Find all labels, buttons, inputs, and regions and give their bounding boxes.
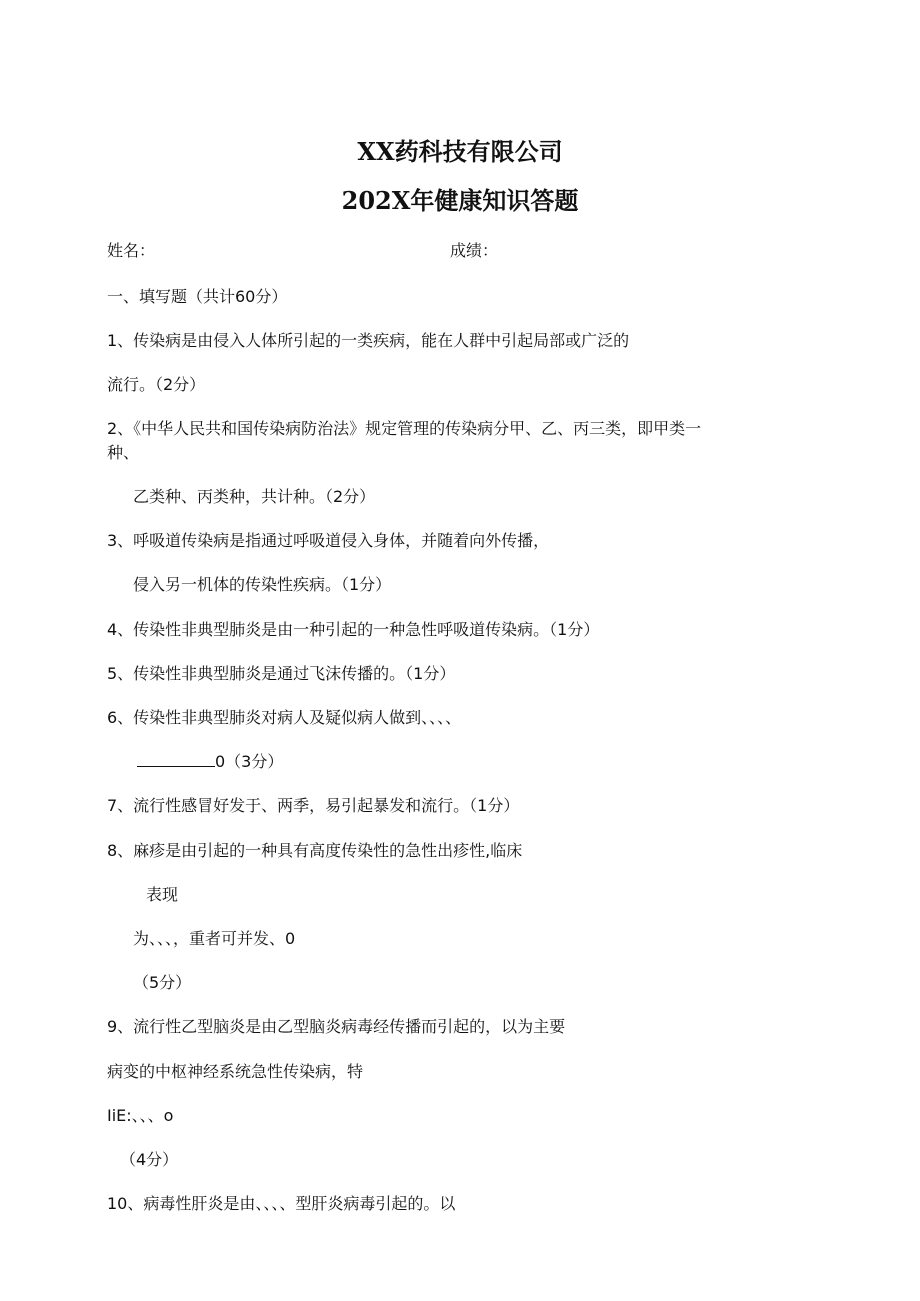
question-7: 7、流行性感冒好发于、两季，易引起暴发和流行。（1分） bbox=[107, 796, 520, 815]
question-4: 4、传染性非典型肺炎是由一种引起的一种急性呼吸道传染病。（1分） bbox=[107, 620, 600, 639]
question-1-line-2: 流行。（2分） bbox=[107, 375, 206, 394]
question-6-line-1: 6、传染性非典型肺炎对病人及疑似病人做到、、、、 bbox=[107, 708, 462, 727]
question-5: 5、传染性非典型肺炎是通过飞沫传播的。（1分） bbox=[107, 664, 456, 683]
question-9-line-3: IiE:、、、o bbox=[107, 1106, 174, 1125]
question-6-score: 0（3分） bbox=[215, 752, 284, 771]
question-3-line-2: 侵入另一机体的传染性疾病。（1分） bbox=[133, 575, 392, 594]
score-label: 成绩： bbox=[450, 241, 499, 260]
question-8-line-3: 为、、、，重者可并发、0 bbox=[133, 929, 296, 948]
question-9-line-1: 9、流行性乙型脑炎是由乙型脑炎病毒经传播而引起的，以为主要 bbox=[107, 1017, 566, 1036]
answer-blank bbox=[137, 752, 215, 767]
question-6-line-2 bbox=[137, 751, 283, 773]
document-title: 202X年健康知识答题 bbox=[341, 186, 579, 215]
question-10-line-1: 10、病毒性肝炎是由、、、、型肝炎病毒引起的。以 bbox=[107, 1194, 456, 1213]
question-9-score: （4分） bbox=[120, 1150, 179, 1169]
company-name: XX药科技有限公司 bbox=[357, 137, 563, 166]
question-2-line-1: 2、《中华人民共和国传染病防治法》规定管理的传染病分甲、乙、丙三类，即甲类一 bbox=[107, 419, 702, 438]
question-8-line-1: 8、麻疹是由引起的一种具有高度传染性的急性出疹性,临床 bbox=[107, 841, 523, 860]
question-3-line-1: 3、呼吸道传染病是指通过呼吸道侵入身体，并随着向外传播， bbox=[107, 531, 550, 550]
question-9-line-2: 病变的中枢神经系统急性传染病，特 bbox=[107, 1062, 364, 1081]
question-8-line-2: 表现 bbox=[146, 885, 179, 904]
section-heading: 一、填写题（共计60分） bbox=[107, 287, 288, 306]
question-2-line-3: 乙类种、丙类种，共计种。（2分） bbox=[133, 487, 376, 506]
question-1-line-1: 1、传染病是由侵入人体所引起的一类疾病，能在人群中引起局部或广泛的 bbox=[107, 331, 630, 350]
name-label: 姓名： bbox=[107, 241, 156, 260]
question-8-score: （5分） bbox=[133, 973, 192, 992]
question-2-line-2: 种、 bbox=[107, 443, 140, 462]
